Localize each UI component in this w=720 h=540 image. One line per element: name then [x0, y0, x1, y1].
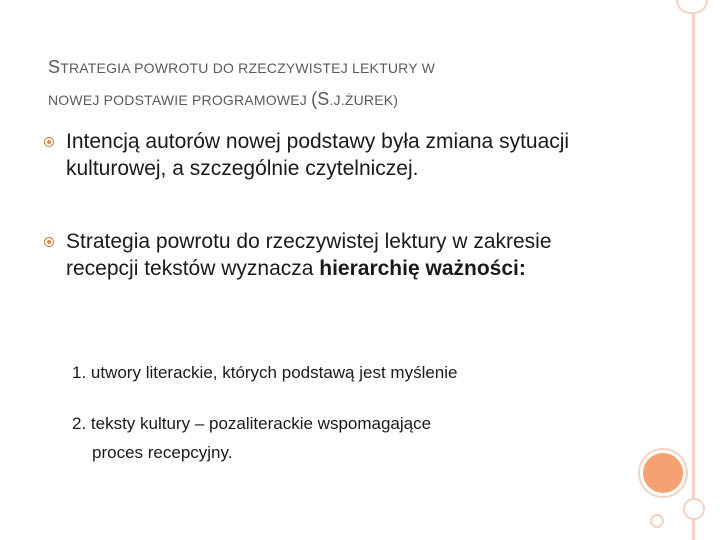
bullet-item: Intencją autorów nowej podstawy była zmiana sytuacji kulturowej, a szczególnie czytelniczej. [44, 128, 604, 182]
bullet-marker-icon [44, 237, 54, 247]
decorative-circle-small [650, 514, 664, 528]
decorative-circle-orange [640, 450, 686, 496]
bullet-item: Strategia powrotu do rzeczywistej lektury w zakresie recepcji tekstów wyznacza hierarchię ważności: [44, 228, 604, 282]
decorative-circle-top [676, 0, 708, 14]
decorative-circle-medium [683, 498, 705, 520]
numbered-item: 2. teksty kultury – pozaliterackie wspomagające proces recepcyjny. [72, 414, 432, 462]
decorative-frame-line [692, 0, 695, 540]
title-line-1: STRATEGIA POWROTU DO RZECZYWISTEJ LEKTURY W [48, 57, 435, 77]
numbered-item: 1. utwory literackie, których podstawą jest myślenie [72, 363, 458, 382]
slide-title [48, 52, 608, 116]
bold-emphasis: hierarchię ważności: [319, 257, 526, 280]
bullet-list [44, 128, 604, 282]
bullet-marker-icon [44, 137, 54, 147]
numbered-list [72, 358, 612, 467]
title-line-2: NOWEJ PODSTAWIE PROGRAMOWEJ (S.J.ŻUREK) [48, 89, 399, 109]
